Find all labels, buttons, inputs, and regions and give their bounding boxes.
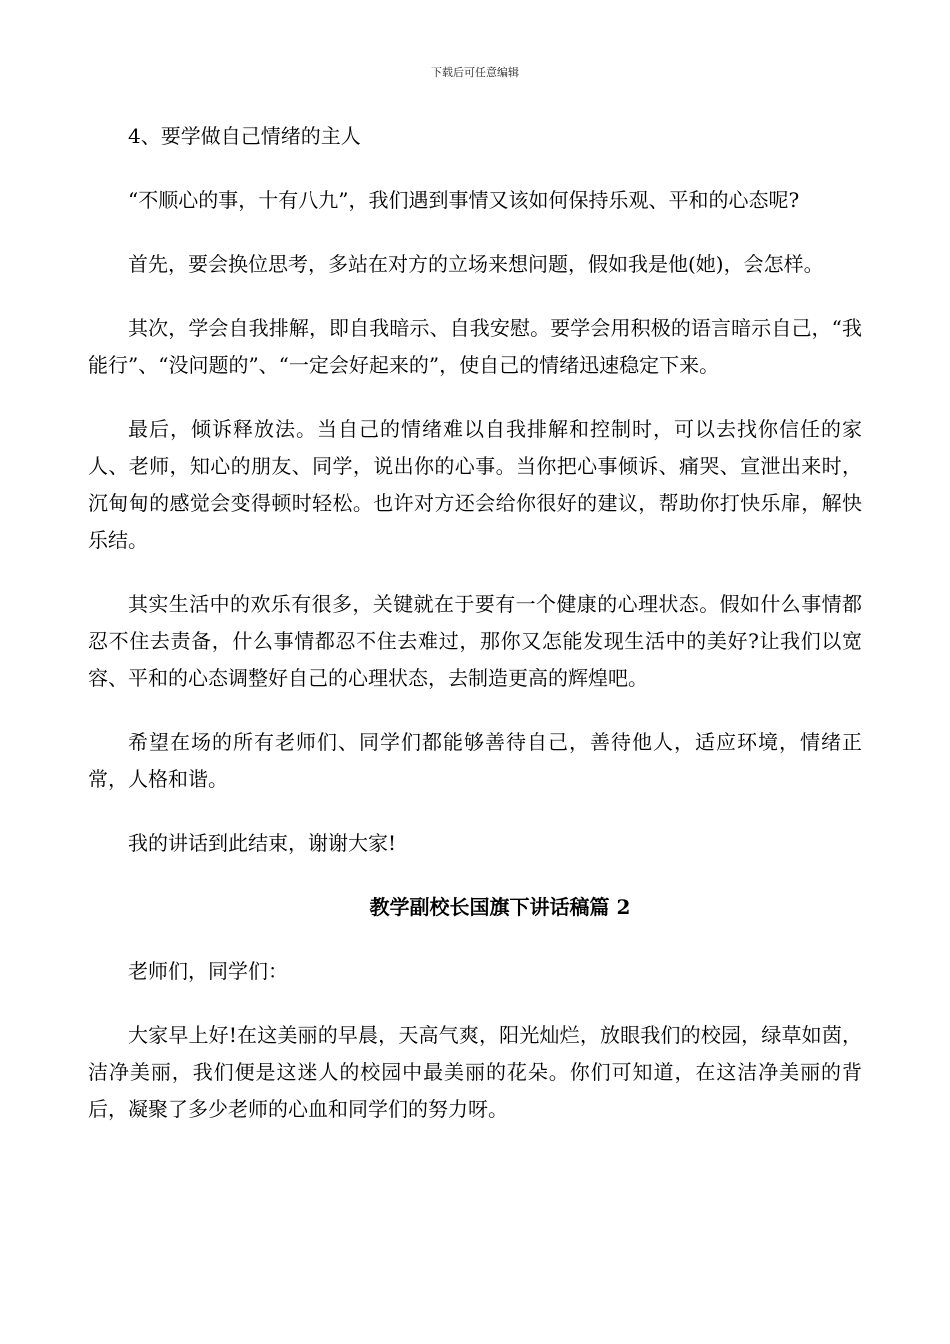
document-body bbox=[88, 118, 862, 1155]
paragraph-salutation: 老师们，同学们： bbox=[128, 959, 288, 983]
page-header: 下载后可任意编辑 bbox=[431, 66, 519, 79]
section-title: 教学副校长国旗下讲话稿篇 2 bbox=[369, 895, 631, 919]
paragraph: 首先，要会换位思考，多站在对方的立场来想问题，假如我是他(她)，会怎样。 bbox=[128, 252, 824, 276]
paragraph-closing: 我的讲话到此结束，谢谢大家! bbox=[128, 831, 397, 855]
paragraph: 其实生活中的欢乐有很多，关键就在于要有一个健康的心理状态。假如什么事情都忍不住去责备，什么事情都忍不住去难过，那你又怎能发现生活中的美好?让我们以宽容、平和的心态调整好自己的心理状态，去制造更高的辉煌吧。 bbox=[88, 592, 862, 690]
paragraph: 其次，学会自我排解，即自我暗示、自我安慰。要学会用积极的语言暗示自己，“我能行”、“没问题的”、“一定会好起来的”，使自己的情绪迅速稳定下来。 bbox=[88, 316, 862, 377]
paragraph-heading-4: 4、要学做自己情绪的主人 bbox=[128, 124, 361, 148]
paragraph: 最后，倾诉释放法。当自己的情绪难以自我排解和控制时，可以去找你信任的家人、老师，知心的朋友、同学，说出你的心事。当你把心事倾诉、痛哭、宣泄出来时，沉甸甸的感觉会变得顿时轻松。也许对方还会给你很好的建议，帮助你打快乐扉，解快乐结。 bbox=[88, 417, 862, 552]
paragraph: 希望在场的所有老师们、同学们都能够善待自己，善待他人，适应环境，情绪正常，人格和谐。 bbox=[88, 730, 862, 791]
paragraph: 大家早上好!在这美丽的早晨，天高气爽，阳光灿烂，放眼我们的校园，绿草如茵，洁净美丽，我们便是这迷人的校园中最美丽的花朵。你们可知道，在这洁净美丽的背后，凝聚了多少老师的心血和同学们的努力呀。 bbox=[88, 1023, 862, 1121]
paragraph: “不顺心的事，十有八九”，我们遇到事情又该如何保持乐观、平和的心态呢? bbox=[128, 188, 800, 212]
